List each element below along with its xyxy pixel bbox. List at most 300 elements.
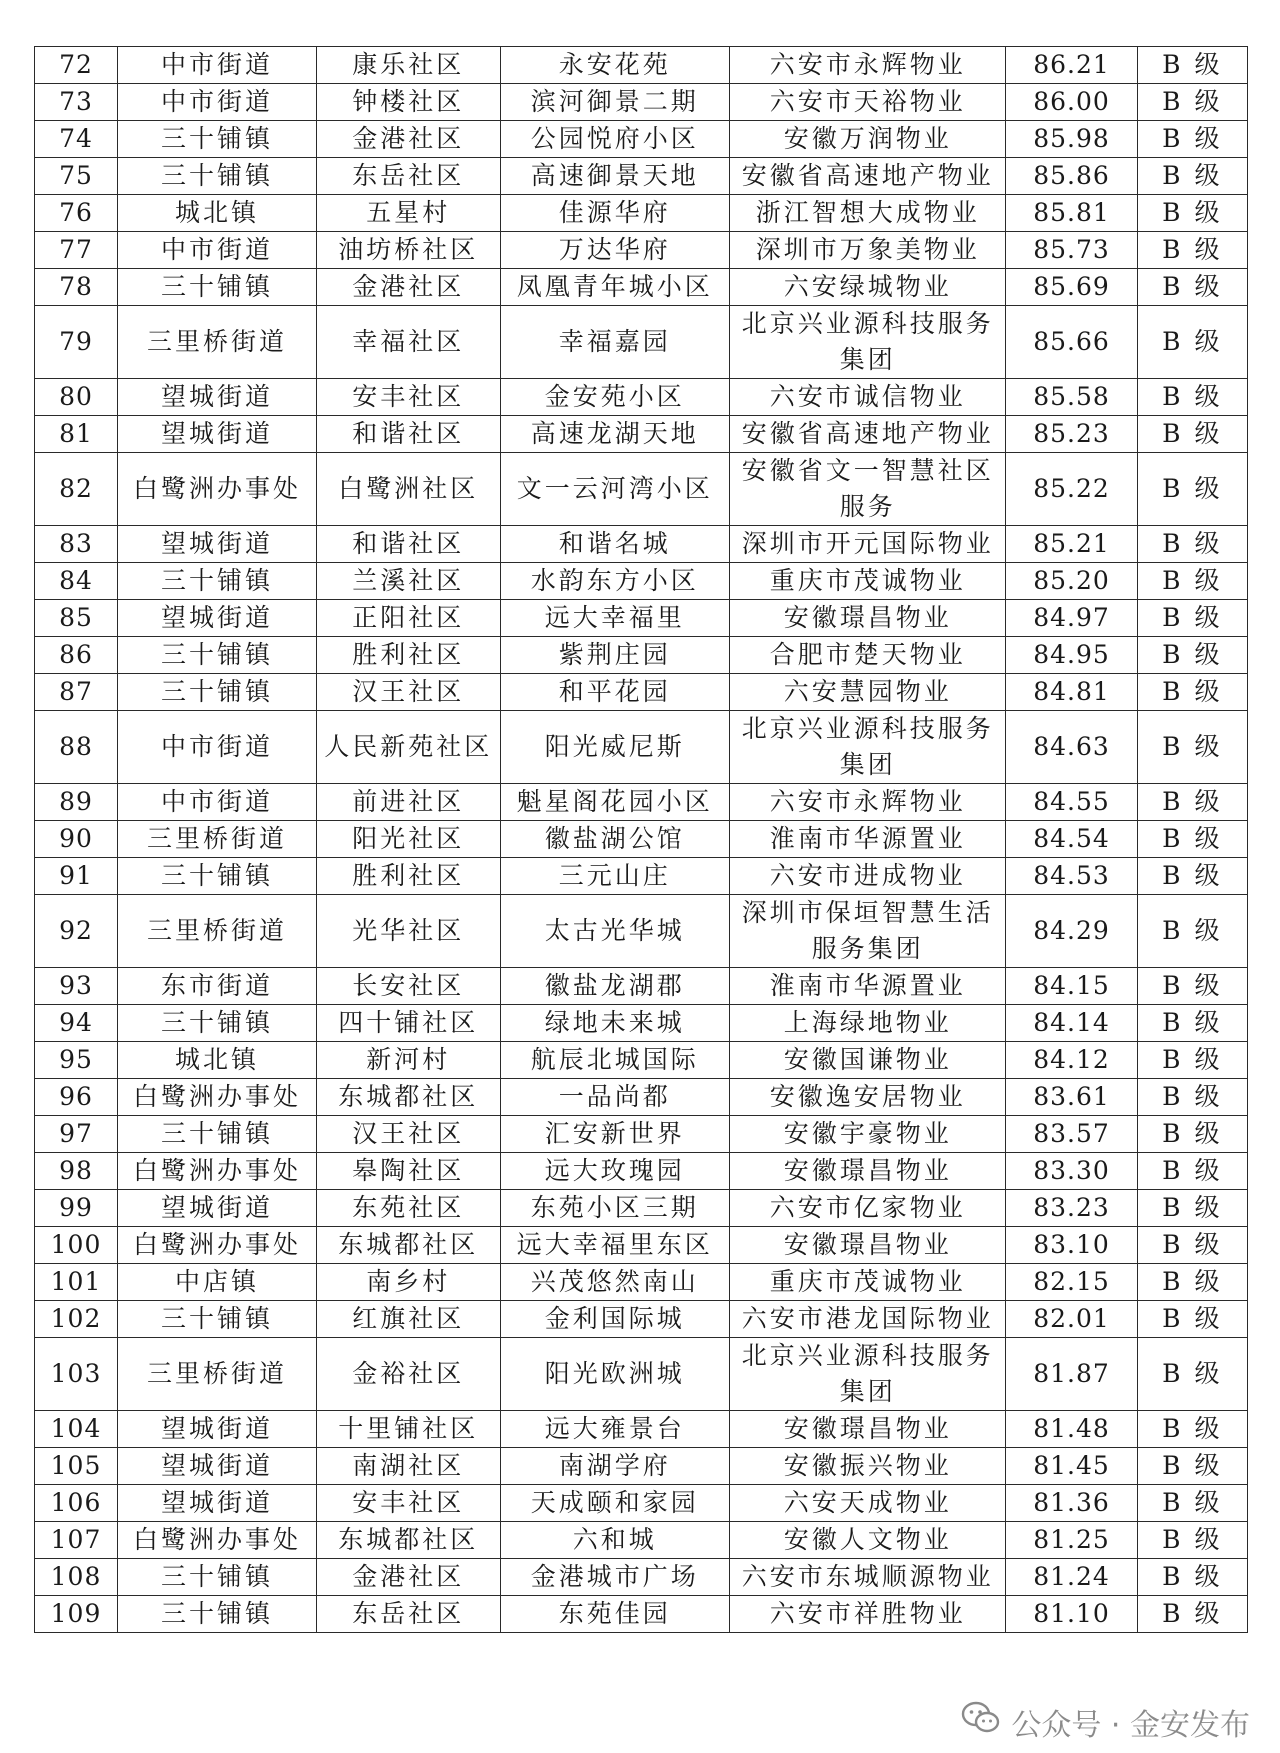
cell-street: 三里桥街道 [118, 895, 317, 968]
table-row [35, 968, 1248, 1005]
cell-company: 重庆市茂诚物业 [729, 563, 1005, 600]
cell-project: 东苑小区三期 [500, 1190, 729, 1227]
cell-street: 三十铺镇 [118, 1596, 317, 1633]
cell-number: 106 [35, 1485, 118, 1522]
cell-score: 82.15 [1006, 1264, 1137, 1301]
cell-number: 89 [35, 784, 118, 821]
cell-company: 六安市港龙国际物业 [729, 1301, 1005, 1338]
cell-number: 97 [35, 1116, 118, 1153]
cell-score: 84.95 [1006, 637, 1137, 674]
cell-grade: B 级 [1137, 563, 1247, 600]
cell-number: 96 [35, 1079, 118, 1116]
cell-community: 东苑社区 [316, 1190, 500, 1227]
cell-company: 安徽振兴物业 [729, 1448, 1005, 1485]
cell-project: 远大幸福里东区 [500, 1227, 729, 1264]
cell-street: 三里桥街道 [118, 821, 317, 858]
cell-company: 上海绿地物业 [729, 1005, 1005, 1042]
cell-street: 三十铺镇 [118, 1301, 317, 1338]
cell-grade: B 级 [1137, 158, 1247, 195]
cell-number: 85 [35, 600, 118, 637]
cell-company: 安徽万润物业 [729, 121, 1005, 158]
cell-number: 79 [35, 306, 118, 379]
cell-score: 84.53 [1006, 858, 1137, 895]
cell-score: 81.87 [1006, 1338, 1137, 1411]
cell-grade: B 级 [1137, 895, 1247, 968]
cell-project: 太古光华城 [500, 895, 729, 968]
cell-company: 北京兴业源科技服务集团 [729, 306, 1005, 379]
cell-score: 84.97 [1006, 600, 1137, 637]
cell-number: 103 [35, 1338, 118, 1411]
cell-street: 中市街道 [118, 47, 317, 84]
cell-company: 安徽省高速地产物业 [729, 416, 1005, 453]
cell-score: 85.66 [1006, 306, 1137, 379]
cell-grade: B 级 [1137, 1559, 1247, 1596]
cell-grade: B 级 [1137, 84, 1247, 121]
cell-number: 91 [35, 858, 118, 895]
cell-company: 安徽国谦物业 [729, 1042, 1005, 1079]
cell-number: 76 [35, 195, 118, 232]
cell-project: 公园悦府小区 [500, 121, 729, 158]
cell-number: 78 [35, 269, 118, 306]
cell-street: 三十铺镇 [118, 121, 317, 158]
cell-community: 安丰社区 [316, 1485, 500, 1522]
cell-company: 六安绿城物业 [729, 269, 1005, 306]
cell-grade: B 级 [1137, 858, 1247, 895]
cell-number: 82 [35, 453, 118, 526]
cell-street: 三里桥街道 [118, 306, 317, 379]
cell-project: 金港城市广场 [500, 1559, 729, 1596]
cell-street: 中市街道 [118, 84, 317, 121]
cell-project: 南湖学府 [500, 1448, 729, 1485]
table-row [35, 1485, 1248, 1522]
cell-project: 三元山庄 [500, 858, 729, 895]
table-row [35, 784, 1248, 821]
table-row [35, 1301, 1248, 1338]
table-row [35, 1522, 1248, 1559]
cell-number: 98 [35, 1153, 118, 1190]
cell-community: 钟楼社区 [316, 84, 500, 121]
cell-grade: B 级 [1137, 121, 1247, 158]
cell-score: 85.81 [1006, 195, 1137, 232]
cell-street: 中市街道 [118, 711, 317, 784]
cell-company: 安徽人文物业 [729, 1522, 1005, 1559]
cell-company: 北京兴业源科技服务集团 [729, 1338, 1005, 1411]
table-row [35, 637, 1248, 674]
cell-company: 六安市永辉物业 [729, 47, 1005, 84]
table-row [35, 379, 1248, 416]
cell-street: 城北镇 [118, 1042, 317, 1079]
cell-grade: B 级 [1137, 600, 1247, 637]
cell-score: 83.57 [1006, 1116, 1137, 1153]
cell-grade: B 级 [1137, 47, 1247, 84]
cell-score: 85.98 [1006, 121, 1137, 158]
cell-street: 望城街道 [118, 1485, 317, 1522]
cell-grade: B 级 [1137, 968, 1247, 1005]
cell-number: 108 [35, 1559, 118, 1596]
cell-score: 85.69 [1006, 269, 1137, 306]
cell-project: 阳光欧洲城 [500, 1338, 729, 1411]
cell-community: 东城都社区 [316, 1227, 500, 1264]
table-row [35, 416, 1248, 453]
cell-number: 102 [35, 1301, 118, 1338]
cell-score: 84.14 [1006, 1005, 1137, 1042]
cell-company: 安徽省文一智慧社区服务 [729, 453, 1005, 526]
cell-grade: B 级 [1137, 821, 1247, 858]
cell-community: 金港社区 [316, 121, 500, 158]
cell-score: 85.20 [1006, 563, 1137, 600]
cell-project: 徽盐龙湖郡 [500, 968, 729, 1005]
cell-street: 三十铺镇 [118, 637, 317, 674]
cell-number: 93 [35, 968, 118, 1005]
cell-company: 六安慧园物业 [729, 674, 1005, 711]
cell-score: 85.23 [1006, 416, 1137, 453]
cell-project: 金利国际城 [500, 1301, 729, 1338]
cell-community: 人民新苑社区 [316, 711, 500, 784]
cell-community: 十里铺社区 [316, 1411, 500, 1448]
cell-street: 望城街道 [118, 379, 317, 416]
cell-grade: B 级 [1137, 637, 1247, 674]
cell-street: 三十铺镇 [118, 1116, 317, 1153]
cell-project: 远大玫瑰园 [500, 1153, 729, 1190]
cell-number: 72 [35, 47, 118, 84]
cell-company: 合肥市楚天物业 [729, 637, 1005, 674]
cell-company: 六安天成物业 [729, 1485, 1005, 1522]
cell-score: 81.36 [1006, 1485, 1137, 1522]
cell-grade: B 级 [1137, 784, 1247, 821]
cell-community: 五星村 [316, 195, 500, 232]
cell-community: 长安社区 [316, 968, 500, 1005]
cell-number: 83 [35, 526, 118, 563]
cell-number: 88 [35, 711, 118, 784]
cell-project: 万达华府 [500, 232, 729, 269]
table-row [35, 1264, 1248, 1301]
cell-street: 城北镇 [118, 195, 317, 232]
cell-grade: B 级 [1137, 1301, 1247, 1338]
cell-street: 白鹭洲办事处 [118, 1227, 317, 1264]
table-row [35, 711, 1248, 784]
cell-score: 84.54 [1006, 821, 1137, 858]
cell-company: 安徽璟昌物业 [729, 1153, 1005, 1190]
cell-project: 航辰北城国际 [500, 1042, 729, 1079]
cell-score: 84.29 [1006, 895, 1137, 968]
cell-project: 天成颐和家园 [500, 1485, 729, 1522]
cell-grade: B 级 [1137, 1227, 1247, 1264]
table-row [35, 1338, 1248, 1411]
cell-project: 绿地未来城 [500, 1005, 729, 1042]
cell-company: 安徽璟昌物业 [729, 600, 1005, 637]
cell-grade: B 级 [1137, 1596, 1247, 1633]
cell-street: 三十铺镇 [118, 1559, 317, 1596]
wechat-icon [961, 1701, 1001, 1743]
cell-score: 84.12 [1006, 1042, 1137, 1079]
table-row [35, 1116, 1248, 1153]
cell-score: 81.48 [1006, 1411, 1137, 1448]
cell-score: 84.63 [1006, 711, 1137, 784]
cell-community: 胜利社区 [316, 637, 500, 674]
cell-number: 77 [35, 232, 118, 269]
cell-number: 81 [35, 416, 118, 453]
cell-grade: B 级 [1137, 1079, 1247, 1116]
cell-number: 101 [35, 1264, 118, 1301]
cell-company: 重庆市茂诚物业 [729, 1264, 1005, 1301]
cell-score: 83.10 [1006, 1227, 1137, 1264]
cell-project: 徽盐湖公馆 [500, 821, 729, 858]
cell-street: 望城街道 [118, 1190, 317, 1227]
cell-community: 康乐社区 [316, 47, 500, 84]
cell-company: 安徽宇豪物业 [729, 1116, 1005, 1153]
cell-company: 淮南市华源置业 [729, 968, 1005, 1005]
cell-score: 85.58 [1006, 379, 1137, 416]
cell-community: 兰溪社区 [316, 563, 500, 600]
cell-project: 滨河御景二期 [500, 84, 729, 121]
cell-street: 望城街道 [118, 1411, 317, 1448]
cell-company: 安徽省高速地产物业 [729, 158, 1005, 195]
cell-score: 81.10 [1006, 1596, 1137, 1633]
cell-score: 83.23 [1006, 1190, 1137, 1227]
cell-company: 六安市东城顺源物业 [729, 1559, 1005, 1596]
table-row [35, 1411, 1248, 1448]
cell-community: 红旗社区 [316, 1301, 500, 1338]
cell-project: 和谐名城 [500, 526, 729, 563]
cell-number: 87 [35, 674, 118, 711]
cell-grade: B 级 [1137, 306, 1247, 379]
cell-company: 六安市进成物业 [729, 858, 1005, 895]
table-row [35, 453, 1248, 526]
cell-number: 74 [35, 121, 118, 158]
cell-score: 85.86 [1006, 158, 1137, 195]
cell-street: 中市街道 [118, 784, 317, 821]
cell-community: 东岳社区 [316, 158, 500, 195]
table-row [35, 269, 1248, 306]
cell-project: 汇安新世界 [500, 1116, 729, 1153]
cell-company: 六安市永辉物业 [729, 784, 1005, 821]
cell-community: 白鹭洲社区 [316, 453, 500, 526]
cell-number: 104 [35, 1411, 118, 1448]
cell-company: 淮南市华源置业 [729, 821, 1005, 858]
cell-project: 文一云河湾小区 [500, 453, 729, 526]
watermark [961, 1700, 1250, 1744]
cell-project: 凤凰青年城小区 [500, 269, 729, 306]
cell-score: 86.00 [1006, 84, 1137, 121]
cell-street: 望城街道 [118, 526, 317, 563]
table-row [35, 232, 1248, 269]
cell-number: 90 [35, 821, 118, 858]
cell-street: 白鹭洲办事处 [118, 1079, 317, 1116]
cell-project: 高速龙湖天地 [500, 416, 729, 453]
cell-community: 汉王社区 [316, 674, 500, 711]
cell-grade: B 级 [1137, 195, 1247, 232]
cell-community: 和谐社区 [316, 416, 500, 453]
cell-number: 95 [35, 1042, 118, 1079]
cell-company: 深圳市保垣智慧生活服务集团 [729, 895, 1005, 968]
cell-street: 三十铺镇 [118, 158, 317, 195]
cell-number: 92 [35, 895, 118, 968]
cell-street: 白鹭洲办事处 [118, 453, 317, 526]
cell-grade: B 级 [1137, 269, 1247, 306]
cell-project: 东苑佳园 [500, 1596, 729, 1633]
rating-table [34, 46, 1248, 1633]
cell-community: 油坊桥社区 [316, 232, 500, 269]
cell-community: 东城都社区 [316, 1079, 500, 1116]
cell-project: 水韵东方小区 [500, 563, 729, 600]
cell-street: 白鹭洲办事处 [118, 1153, 317, 1190]
cell-company: 六安市祥胜物业 [729, 1596, 1005, 1633]
cell-company: 安徽逸安居物业 [729, 1079, 1005, 1116]
table-row [35, 1227, 1248, 1264]
cell-company: 北京兴业源科技服务集团 [729, 711, 1005, 784]
cell-number: 107 [35, 1522, 118, 1559]
cell-project: 兴茂悠然南山 [500, 1264, 729, 1301]
cell-score: 86.21 [1006, 47, 1137, 84]
cell-score: 81.25 [1006, 1522, 1137, 1559]
cell-score: 83.30 [1006, 1153, 1137, 1190]
cell-street: 中市街道 [118, 232, 317, 269]
cell-community: 正阳社区 [316, 600, 500, 637]
cell-number: 105 [35, 1448, 118, 1485]
cell-project: 魁星阁花园小区 [500, 784, 729, 821]
cell-street: 三十铺镇 [118, 858, 317, 895]
cell-company: 六安市亿家物业 [729, 1190, 1005, 1227]
cell-street: 三十铺镇 [118, 563, 317, 600]
table-row [35, 1448, 1248, 1485]
table-row [35, 1079, 1248, 1116]
cell-company: 深圳市万象美物业 [729, 232, 1005, 269]
table-row [35, 84, 1248, 121]
cell-score: 85.73 [1006, 232, 1137, 269]
table-row [35, 121, 1248, 158]
cell-company: 六安市诚信物业 [729, 379, 1005, 416]
cell-score: 81.24 [1006, 1559, 1137, 1596]
cell-project: 幸福嘉园 [500, 306, 729, 379]
cell-community: 新河村 [316, 1042, 500, 1079]
cell-community: 和谐社区 [316, 526, 500, 563]
cell-number: 73 [35, 84, 118, 121]
cell-number: 75 [35, 158, 118, 195]
table-row [35, 1596, 1248, 1633]
cell-grade: B 级 [1137, 1042, 1247, 1079]
cell-community: 金港社区 [316, 269, 500, 306]
cell-street: 望城街道 [118, 600, 317, 637]
cell-street: 三十铺镇 [118, 1005, 317, 1042]
cell-project: 佳源华府 [500, 195, 729, 232]
cell-project: 阳光威尼斯 [500, 711, 729, 784]
cell-project: 一品尚都 [500, 1079, 729, 1116]
cell-number: 94 [35, 1005, 118, 1042]
cell-grade: B 级 [1137, 1448, 1247, 1485]
cell-grade: B 级 [1137, 1411, 1247, 1448]
table-row [35, 1005, 1248, 1042]
cell-score: 81.45 [1006, 1448, 1137, 1485]
cell-score: 85.21 [1006, 526, 1137, 563]
cell-score: 84.15 [1006, 968, 1137, 1005]
cell-company: 六安市天裕物业 [729, 84, 1005, 121]
cell-company: 安徽璟昌物业 [729, 1227, 1005, 1264]
table-row [35, 195, 1248, 232]
table-row [35, 526, 1248, 563]
table-row [35, 158, 1248, 195]
cell-community: 光华社区 [316, 895, 500, 968]
table-row [35, 821, 1248, 858]
table-row [35, 600, 1248, 637]
table-row [35, 858, 1248, 895]
cell-grade: B 级 [1137, 1264, 1247, 1301]
table-row [35, 674, 1248, 711]
cell-score: 85.22 [1006, 453, 1137, 526]
cell-community: 东岳社区 [316, 1596, 500, 1633]
cell-project: 和平花园 [500, 674, 729, 711]
cell-company: 浙江智想大成物业 [729, 195, 1005, 232]
table-row [35, 1559, 1248, 1596]
cell-number: 109 [35, 1596, 118, 1633]
cell-number: 86 [35, 637, 118, 674]
cell-community: 幸福社区 [316, 306, 500, 379]
cell-community: 南湖社区 [316, 1448, 500, 1485]
cell-grade: B 级 [1137, 1485, 1247, 1522]
cell-community: 东城都社区 [316, 1522, 500, 1559]
cell-grade: B 级 [1137, 1190, 1247, 1227]
cell-community: 金裕社区 [316, 1338, 500, 1411]
table-row [35, 895, 1248, 968]
cell-street: 望城街道 [118, 416, 317, 453]
cell-community: 四十铺社区 [316, 1005, 500, 1042]
cell-grade: B 级 [1137, 711, 1247, 784]
cell-score: 84.55 [1006, 784, 1137, 821]
cell-score: 84.81 [1006, 674, 1137, 711]
cell-street: 白鹭洲办事处 [118, 1522, 317, 1559]
cell-project: 六和城 [500, 1522, 729, 1559]
cell-project: 紫荆庄园 [500, 637, 729, 674]
cell-grade: B 级 [1137, 453, 1247, 526]
cell-project: 远大雍景台 [500, 1411, 729, 1448]
cell-community: 前进社区 [316, 784, 500, 821]
table-row [35, 1153, 1248, 1190]
cell-community: 汉王社区 [316, 1116, 500, 1153]
table-row [35, 563, 1248, 600]
cell-community: 安丰社区 [316, 379, 500, 416]
cell-street: 东市街道 [118, 968, 317, 1005]
cell-project: 远大幸福里 [500, 600, 729, 637]
cell-number: 80 [35, 379, 118, 416]
cell-grade: B 级 [1137, 416, 1247, 453]
cell-project: 金安苑小区 [500, 379, 729, 416]
cell-grade: B 级 [1137, 1153, 1247, 1190]
cell-project: 高速御景天地 [500, 158, 729, 195]
table-row [35, 1042, 1248, 1079]
table-row [35, 1190, 1248, 1227]
watermark-text: 公众号 · 金安发布 [1011, 1708, 1250, 1743]
cell-grade: B 级 [1137, 526, 1247, 563]
cell-project: 永安花苑 [500, 47, 729, 84]
cell-street: 三里桥街道 [118, 1338, 317, 1411]
table-row [35, 47, 1248, 84]
cell-score: 83.61 [1006, 1079, 1137, 1116]
cell-grade: B 级 [1137, 1116, 1247, 1153]
cell-score: 82.01 [1006, 1301, 1137, 1338]
cell-street: 三十铺镇 [118, 269, 317, 306]
cell-grade: B 级 [1137, 1005, 1247, 1042]
cell-community: 阳光社区 [316, 821, 500, 858]
cell-number: 100 [35, 1227, 118, 1264]
cell-number: 84 [35, 563, 118, 600]
table-row [35, 306, 1248, 379]
cell-grade: B 级 [1137, 379, 1247, 416]
cell-community: 金港社区 [316, 1559, 500, 1596]
cell-company: 深圳市开元国际物业 [729, 526, 1005, 563]
cell-community: 皋陶社区 [316, 1153, 500, 1190]
cell-street: 中店镇 [118, 1264, 317, 1301]
cell-grade: B 级 [1137, 674, 1247, 711]
cell-street: 望城街道 [118, 1448, 317, 1485]
